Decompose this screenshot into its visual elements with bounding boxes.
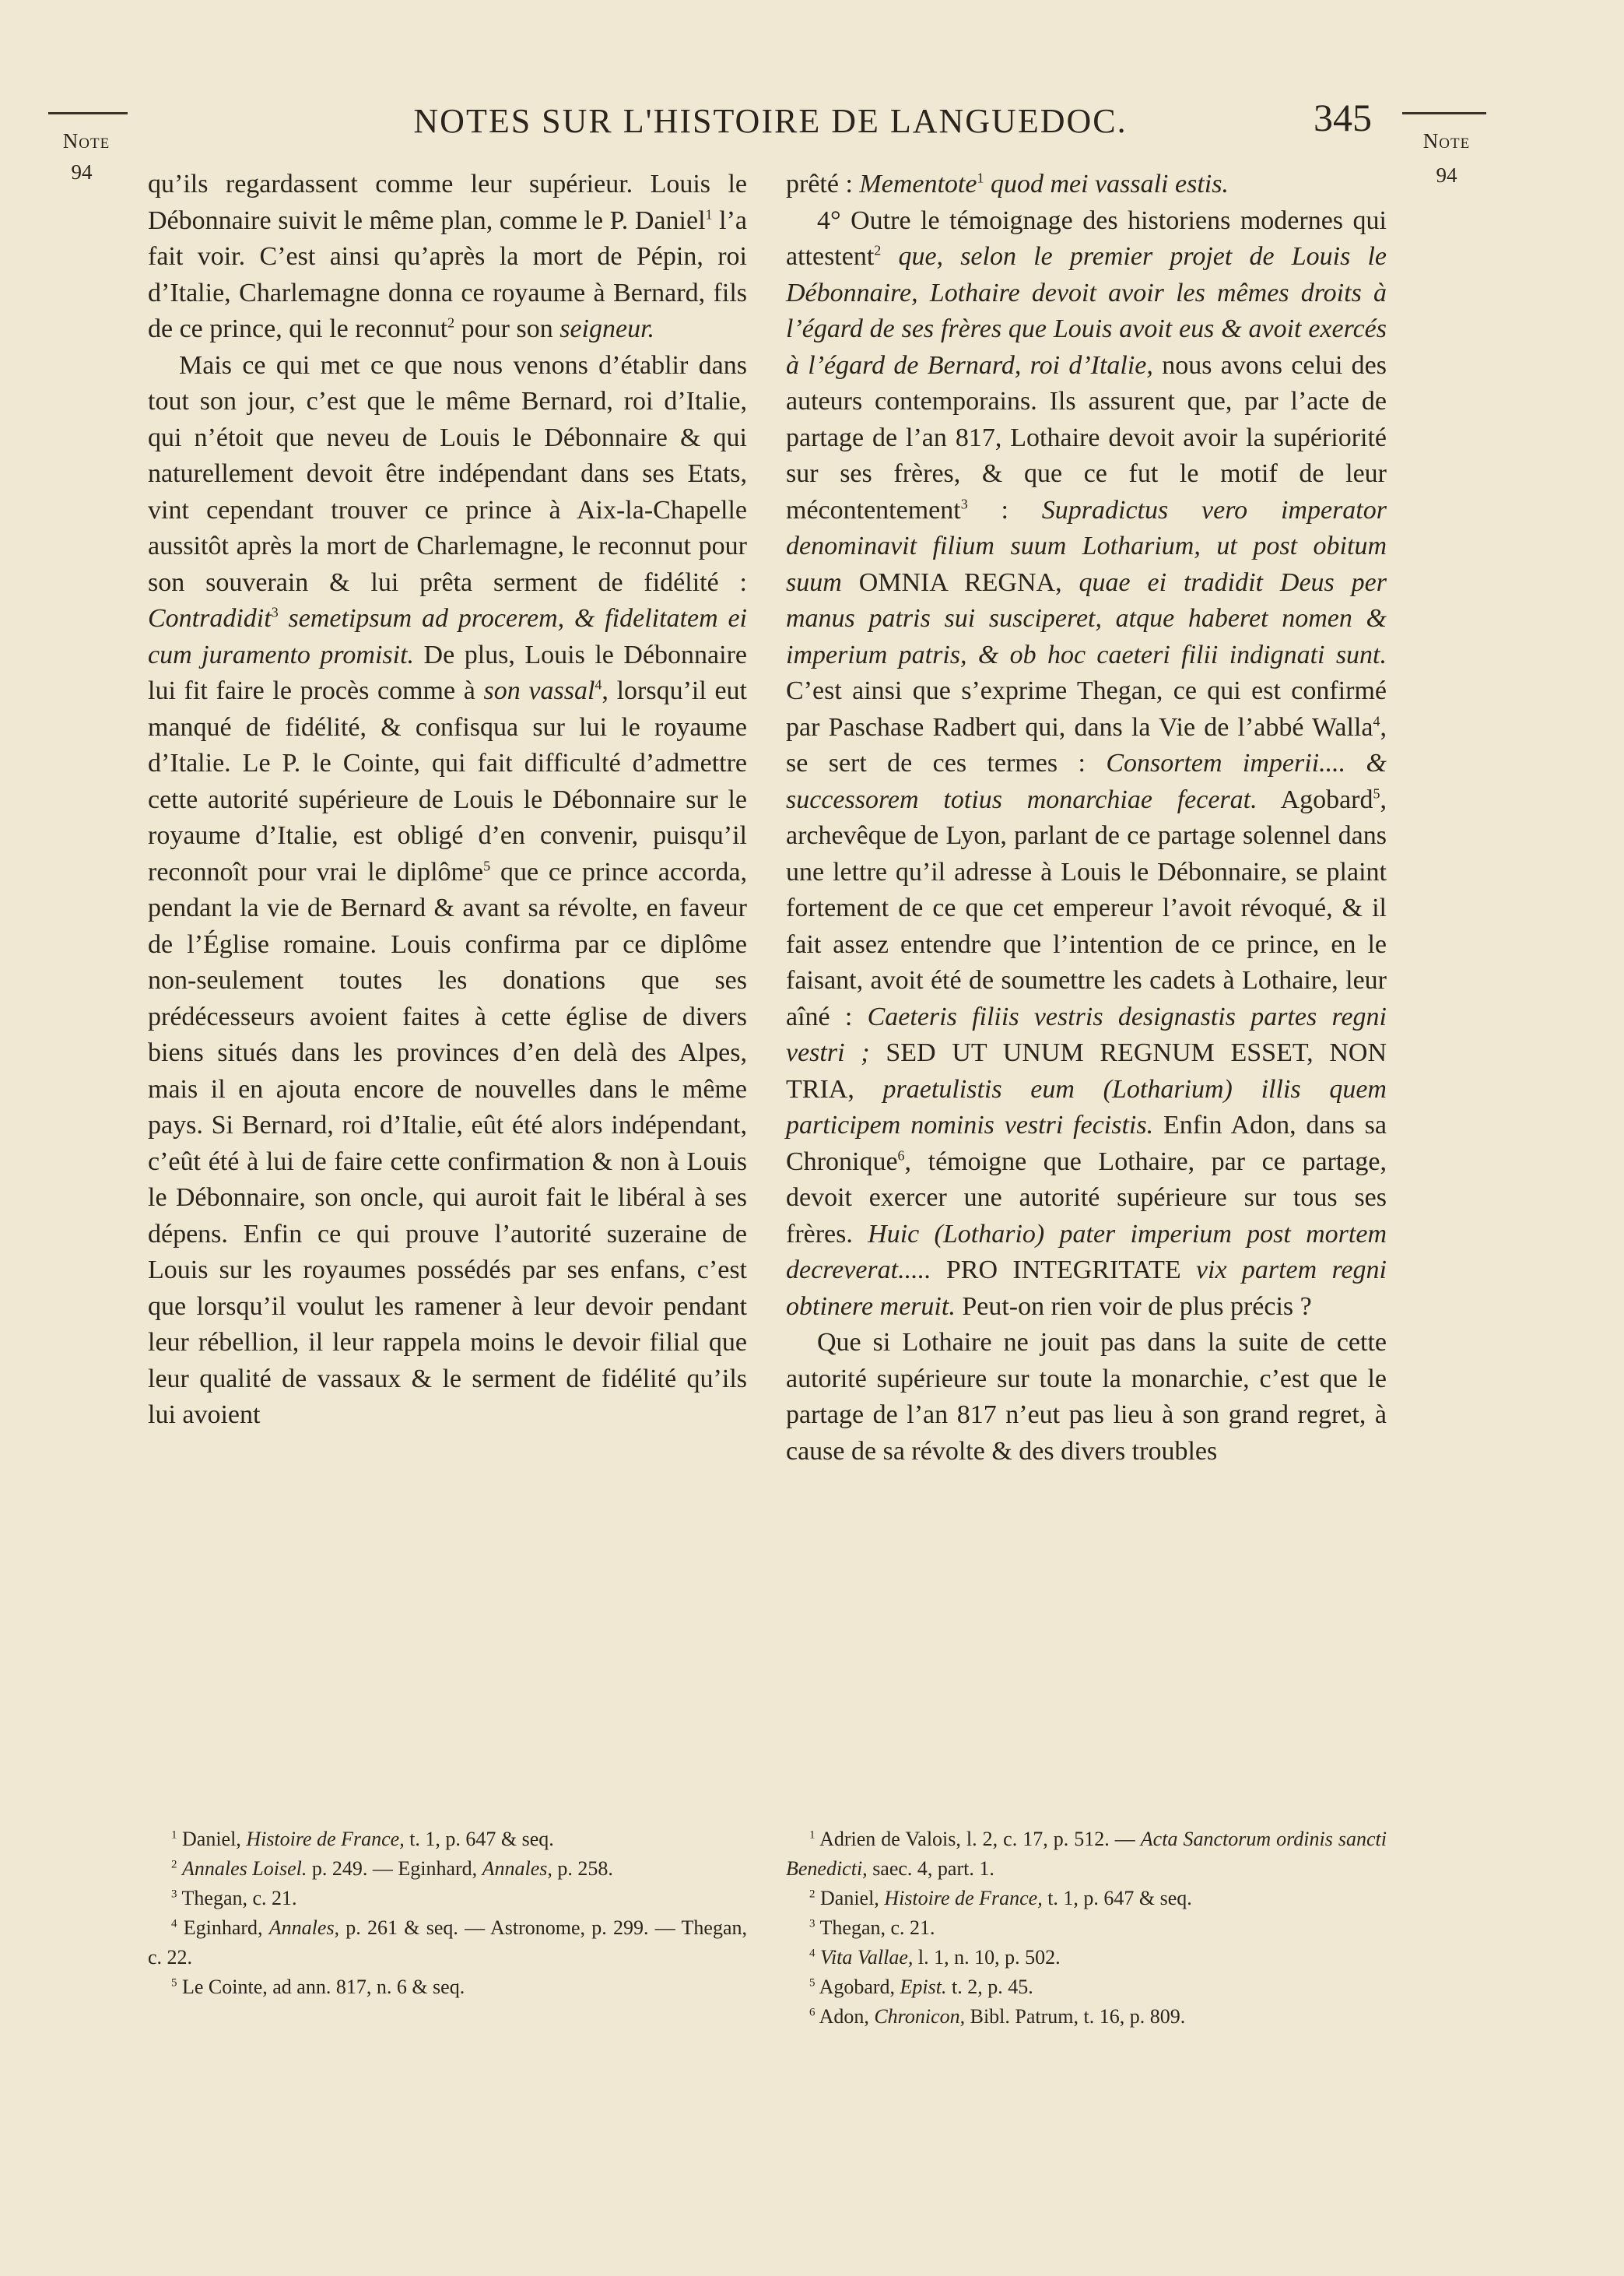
- right-footnotes: $^1$ Adrien de Valois, l. 2, c. 17, p. 512. — Acta Sanctorum ordinis sancti Benedicti, saec. 4, part. 1. $^2$ Daniel, Histoire de France, t. 1, p. 647 & seq. $^3$ Thegan, c. 21. $^4$ Vita Vallae, l. 1, n. 10, p. 502. $^5$ Agobard, Epist. t. 2, p. 45. $^6$ Adon, Chronicon, Bibl. Patrum, t. 16, p. 809.: [786, 1828, 1387, 2028]
- running-header-title: NOTES SUR L'HISTOIRE DE LANGUEDOC.: [413, 102, 1128, 140]
- page-number: 345: [1314, 96, 1372, 139]
- left-margin-rule: [48, 112, 128, 114]
- right-note-number: 94: [1436, 163, 1457, 187]
- left-note-label: Note: [62, 129, 110, 153]
- right-note-label: Note: [1422, 129, 1471, 153]
- right-text-column: prêté : Mementote$^1$ quod mei vassali estis. 4° Outre le témoignage des historiens modernes qui attestent$^2$ que, selon le premier projet de Louis le Débonnaire, Lothaire devoit avoir les mêmes droits à l’égard de ses frères que Louis avoit eus & avoit exercés à l’égard de Bernard, roi d’Italie, nous avons celui des auteurs contemporains. Ils assurent que, par l’acte de partage de l’an 817, Lothaire devoit avoir la supériorité sur ses frères, & que ce fut le motif de leur mécontentement$^3$ : Supradictus vero imperator denominavit filium suum Lotharium, ut post obitum suum OMNIA REGNA, quae ei tradidit Deus per manus patris sui susciperet, atque haberet nomen & imperium patris, & ob hoc caeteri filii indignati sunt. C’est ainsi que s’exprime Thegan, ce qui est confirmé par Paschase Radbert qui, dans la Vie de l’abbé Walla$^4$, se sert de ces termes : Consortem imperii.... & successorem totius monarchiae fecerat. Agobard$^5$, archevêque de Lyon, parlant de ce partage solennel dans une lettre qu’il adresse à Louis le Débonnaire, se plaint fortement de ce que cet empereur l’avoit révoqué, & il fait assez entendre que l’intention de ce prince, en le faisant, avoit été de soumettre les cadets à Lothaire, leur aîné : Caeteris filiis vestris designastis partes regni vestri ; SED UT UNUM REGNUM ESSET, NON TRIA, praetulistis eum (Lotharium) illis quem participem nominis vestri fecistis. Enfin Adon, dans sa Chronique$^6$, témoigne que Lothaire, par ce partage, devoit exercer une autorité supérieure sur tous ses frères. Huic (Lothario) pater imperium post mortem decreverat..... PRO INTEGRITATE vix partem regni obtinere meruit. Peut-on rien voir de plus précis ? Que si Lothaire ne jouit pas dans la suite de cette autorité supérieure sur toute la monarchie, c’est que le partage de l’an 817 n’eut pas lieu à son grand regret, à cause de sa révolte & des divers troubles: [786, 170, 1387, 1466]
- left-note-number: 94: [71, 160, 93, 184]
- left-footnotes: $^1$ Daniel, Histoire de France, t. 1, p. 647 & seq. $^2$ Annales Loisel. p. 249. — Eginhard, Annales, p. 258. $^3$ Thegan, c. 21. $^4$ Eginhard, Annales, p. 261 & seq. — Astronome, p. 299. — Thegan, c. 22. $^5$ Le Cointe, ad ann. 817, n. 6 & seq.: [148, 1828, 747, 1998]
- right-margin-rule: [1402, 112, 1486, 114]
- left-text-column: qu’ils regardassent comme leur supérieur. Louis le Débonnaire suivit le même plan, comme le P. Daniel$^1$ l’a fait voir. C’est ainsi qu’après la mort de Pépin, roi d’Italie, Charlemagne donna ce royaume à Bernard, fils de ce prince, qui le reconnut$^2$ pour son seigneur. Mais ce qui met ce que nous venons d’établir dans tout son jour, c’est que le même Bernard, roi d’Italie, qui n’étoit que neveu de Louis le Débonnaire & qui naturellement devoit être indépendant dans ses Etats, vint cependant trouver ce prince à Aix-la-Chapelle aussitôt après la mort de Charlemagne, le reconnut pour son souverain & lui prêta serment de fidélité : Contradidit$^3$ semetipsum ad procerem, & fidelitatem ei cum juramento promisit. De plus, Louis le Débonnaire lui fit faire le procès comme à son vassal$^4$, lorsqu’il eut manqué de fidélité, & confisqua sur lui le royaume d’Italie. Le P. le Cointe, qui fait difficulté d’admettre cette autorité supérieure de Louis le Débonnaire sur le royaume d’Italie, est obligé d’en convenir, puisqu’il reconnoît pour vrai le diplôme$^5$ que ce prince accorda, pendant la vie de Bernard & avant sa révolte, en faveur de l’Église romaine. Louis confirma par ce diplôme non-seulement toutes les donations que ses prédécesseurs avoient faites à cette église de divers biens situés dans les provinces d’en delà des Alpes, mais il en ajouta encore de nouvelles dans le même pays. Si Bernard, roi d’Italie, eût été alors indépendant, c’eût été à lui de faire cette confirmation & non à Louis le Débonnaire, son oncle, qui auroit fait le libéral à ses dépens. Enfin ce qui prouve l’autorité suzeraine de Louis sur les royaumes possédés par ses enfans, c’est que lorsqu’il voulut les ramener à leur devoir pendant leur rébellion, il leur rappela moins le devoir filial que leur qualité de vassaux & le serment de fidélité qu’ils lui avoient: [148, 170, 748, 1429]
